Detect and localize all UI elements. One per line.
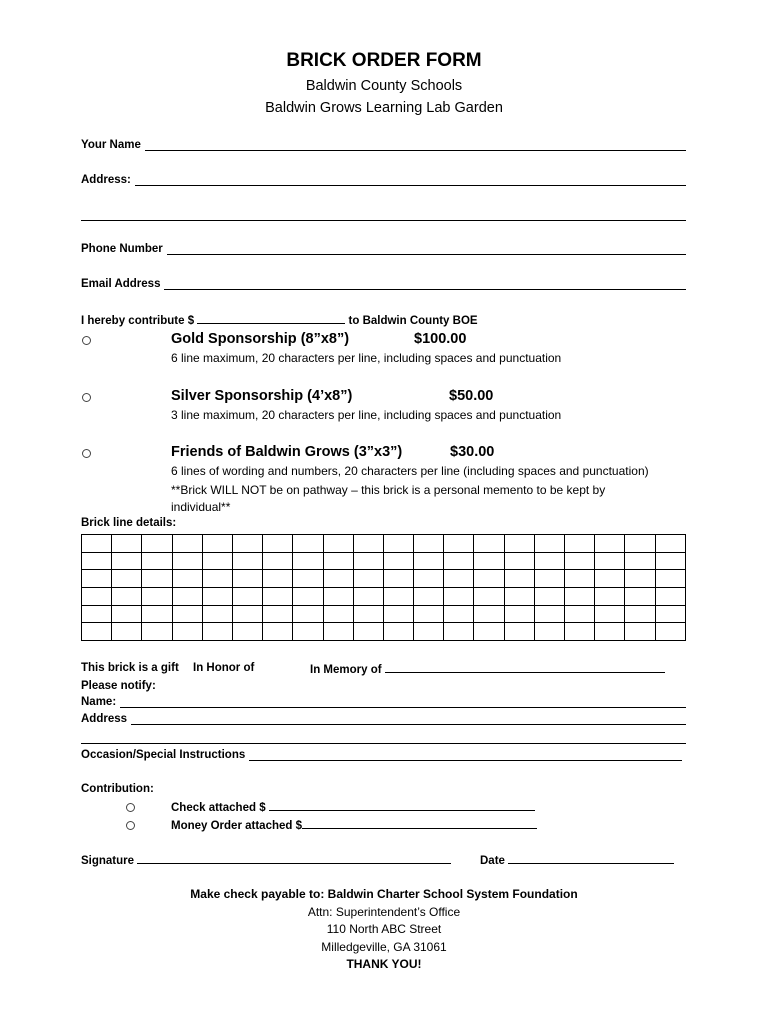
brick-grid-cell[interactable] — [172, 587, 202, 605]
check-radio[interactable] — [126, 803, 135, 812]
friends-radio[interactable] — [82, 449, 91, 458]
brick-grid-cell[interactable] — [323, 552, 353, 570]
phone-line[interactable] — [167, 244, 686, 255]
brick-line-grid — [81, 534, 686, 641]
date-line[interactable] — [508, 853, 674, 864]
friends-option-note: **Brick WILL NOT be on pathway – this brick is a personal memento to be kept by — [171, 483, 606, 497]
brick-grid-cell[interactable] — [595, 587, 625, 605]
brick-grid-cell[interactable] — [172, 570, 202, 588]
check-amount-line[interactable] — [269, 800, 535, 811]
form-subtitle-program: Baldwin Grows Learning Lab Garden — [265, 100, 503, 116]
brick-grid-cell[interactable] — [112, 535, 142, 553]
brick-grid-cell[interactable] — [293, 552, 323, 570]
brick-grid-cell[interactable] — [504, 623, 534, 641]
silver-radio[interactable] — [82, 393, 91, 402]
in-memory-of-option[interactable] — [310, 662, 665, 676]
notify-name-field[interactable] — [81, 696, 686, 708]
brick-grid-cell[interactable] — [172, 535, 202, 553]
brick-grid-cell[interactable] — [142, 587, 172, 605]
street-text: 110 North ABC Street — [326, 922, 442, 936]
brick-grid-cell[interactable] — [625, 570, 655, 588]
brick-grid-cell[interactable] — [142, 623, 172, 641]
in-honor-of-option[interactable]: In Honor of — [193, 662, 255, 674]
brick-grid-row — [82, 605, 686, 623]
friends-option-price: $30.00 — [450, 444, 495, 460]
silver-option-price: $50.00 — [449, 388, 494, 404]
brick-grid-cell[interactable] — [112, 570, 142, 588]
brick-grid-cell[interactable] — [504, 587, 534, 605]
brick-grid-cell[interactable] — [82, 605, 112, 623]
brick-grid-cell[interactable] — [414, 587, 444, 605]
brick-grid-cell[interactable] — [263, 587, 293, 605]
brick-line-details-label: Brick line details: — [81, 517, 177, 529]
gift-label: This brick is a gift — [81, 662, 179, 674]
brick-grid-cell[interactable] — [82, 623, 112, 641]
brick-grid-cell[interactable] — [353, 623, 383, 641]
brick-grid-cell[interactable] — [474, 605, 504, 623]
brick-grid-cell[interactable] — [383, 587, 413, 605]
brick-grid-cell[interactable] — [112, 623, 142, 641]
contribute-suffix: to Baldwin County BOE — [348, 315, 478, 327]
brick-grid-cell[interactable] — [595, 605, 625, 623]
friends-option-desc: 6 lines of wording and numbers, 20 characters per line (including spaces and punctuation) — [171, 464, 649, 478]
brick-grid-cell[interactable] — [414, 570, 444, 588]
friends-option-note-cont: individual** — [171, 500, 231, 514]
in-memory-of-line[interactable] — [385, 662, 665, 673]
brick-grid-cell[interactable] — [202, 535, 232, 553]
brick-grid-cell[interactable] — [172, 605, 202, 623]
brick-grid-cell[interactable] — [565, 552, 595, 570]
brick-grid-cell[interactable] — [263, 552, 293, 570]
brick-grid-cell[interactable] — [353, 535, 383, 553]
brick-grid-cell[interactable] — [263, 623, 293, 641]
money-order-radio[interactable] — [126, 821, 135, 830]
city-text: Milledgeville, GA 31061 — [321, 940, 447, 954]
brick-grid-cell[interactable] — [142, 535, 172, 553]
brick-grid-row — [82, 552, 686, 570]
brick-grid-cell[interactable] — [172, 552, 202, 570]
date-row — [480, 853, 674, 867]
gold-radio[interactable] — [82, 336, 91, 345]
brick-grid-cell[interactable] — [504, 552, 534, 570]
brick-grid-cell[interactable] — [655, 552, 685, 570]
notify-name-label: Name: — [81, 696, 117, 708]
brick-grid-cell[interactable] — [232, 552, 262, 570]
brick-grid-cell[interactable] — [565, 570, 595, 588]
brick-grid-cell[interactable] — [414, 623, 444, 641]
brick-grid-cell[interactable] — [504, 605, 534, 623]
brick-grid-cell[interactable] — [232, 605, 262, 623]
brick-grid-cell[interactable] — [232, 623, 262, 641]
brick-grid-cell[interactable] — [595, 552, 625, 570]
brick-grid-cell[interactable] — [202, 623, 232, 641]
occasion-line[interactable] — [249, 750, 682, 761]
brick-grid-cell[interactable] — [625, 605, 655, 623]
brick-grid-cell[interactable] — [293, 623, 323, 641]
brick-grid-cell[interactable] — [263, 605, 293, 623]
date-label: Date — [480, 855, 505, 867]
brick-grid-cell[interactable] — [414, 605, 444, 623]
address-label: Address: — [81, 174, 131, 186]
brick-grid-cell[interactable] — [414, 552, 444, 570]
brick-grid-cell[interactable] — [625, 623, 655, 641]
contribute-amount-line[interactable] — [197, 313, 345, 324]
signature-line[interactable] — [137, 853, 451, 864]
brick-grid-cell[interactable] — [293, 570, 323, 588]
brick-grid-cell[interactable] — [263, 535, 293, 553]
contribute-prefix: I hereby contribute $ — [81, 315, 195, 327]
thank-you-text: THANK YOU! — [346, 957, 422, 971]
in-memory-of-label: In Memory of — [310, 664, 382, 676]
brick-grid-cell[interactable] — [323, 623, 353, 641]
brick-grid-cell[interactable] — [444, 552, 474, 570]
brick-grid-cell[interactable] — [655, 605, 685, 623]
contribution-label: Contribution: — [81, 783, 154, 795]
brick-grid-cell[interactable] — [323, 587, 353, 605]
signature-row — [81, 853, 451, 867]
brick-grid-cell[interactable] — [232, 570, 262, 588]
brick-grid-cell[interactable] — [82, 552, 112, 570]
brick-grid-cell[interactable] — [293, 605, 323, 623]
brick-grid-cell[interactable] — [112, 552, 142, 570]
address-field[interactable] — [81, 174, 686, 186]
brick-grid-cell[interactable] — [293, 535, 323, 553]
email-field[interactable] — [81, 278, 686, 290]
contribute-row — [81, 313, 478, 327]
your-name-line[interactable] — [145, 140, 686, 151]
brick-grid-cell[interactable] — [534, 570, 564, 588]
notify-address-line-2[interactable] — [81, 743, 686, 744]
brick-grid-cell[interactable] — [565, 605, 595, 623]
brick-grid-cell[interactable] — [383, 570, 413, 588]
brick-grid-cell[interactable] — [353, 552, 383, 570]
notify-address-line[interactable] — [131, 714, 686, 725]
brick-grid-cell[interactable] — [565, 535, 595, 553]
brick-grid-cell[interactable] — [232, 535, 262, 553]
brick-grid-cell[interactable] — [474, 623, 504, 641]
brick-grid-cell[interactable] — [444, 535, 474, 553]
brick-grid-cell[interactable] — [414, 535, 444, 553]
brick-grid-cell[interactable] — [112, 605, 142, 623]
brick-grid-cell[interactable] — [353, 605, 383, 623]
brick-grid-cell[interactable] — [595, 570, 625, 588]
brick-grid-cell[interactable] — [474, 552, 504, 570]
notify-address-label: Address — [81, 713, 128, 725]
please-notify-label: Please notify: — [81, 680, 156, 692]
brick-grid-cell[interactable] — [202, 570, 232, 588]
notify-address-field[interactable] — [81, 713, 686, 725]
notify-name-line[interactable] — [120, 697, 686, 708]
brick-grid-cell[interactable] — [534, 552, 564, 570]
brick-grid-cell[interactable] — [534, 535, 564, 553]
brick-grid-cell[interactable] — [444, 570, 474, 588]
brick-grid-cell[interactable] — [293, 587, 323, 605]
brick-grid-cell[interactable] — [383, 623, 413, 641]
brick-grid-cell[interactable] — [82, 535, 112, 553]
your-name-field[interactable] — [81, 139, 686, 151]
brick-grid-cell[interactable] — [625, 535, 655, 553]
brick-grid-cell[interactable] — [655, 535, 685, 553]
brick-grid-cell[interactable] — [534, 623, 564, 641]
brick-grid-cell[interactable] — [474, 587, 504, 605]
brick-grid-cell[interactable] — [625, 587, 655, 605]
brick-grid-cell[interactable] — [202, 587, 232, 605]
brick-grid-cell[interactable] — [625, 552, 655, 570]
brick-grid-cell[interactable] — [323, 535, 353, 553]
check-attached-label: Check attached $ — [171, 802, 266, 814]
brick-grid-cell[interactable] — [353, 587, 383, 605]
brick-grid-cell[interactable] — [383, 605, 413, 623]
email-line[interactable] — [164, 279, 686, 290]
brick-grid-cell[interactable] — [323, 570, 353, 588]
address-line[interactable] — [135, 175, 686, 186]
brick-grid-cell[interactable] — [444, 587, 474, 605]
phone-label: Phone Number — [81, 243, 163, 255]
brick-grid-cell[interactable] — [534, 587, 564, 605]
brick-grid-cell[interactable] — [172, 623, 202, 641]
brick-grid-cell[interactable] — [202, 605, 232, 623]
form-title: BRICK ORDER FORM — [286, 50, 482, 71]
check-attached-row — [171, 800, 535, 814]
silver-option-desc: 3 line maximum, 20 characters per line, including spaces and punctuation — [171, 408, 562, 422]
brick-grid-cell[interactable] — [82, 587, 112, 605]
brick-grid-cell[interactable] — [444, 623, 474, 641]
brick-grid-cell[interactable] — [202, 552, 232, 570]
payable-to-text: Make check payable to: Baldwin Charter School System Foundation — [190, 887, 578, 901]
attn-text: Attn: Superintendent’s Office — [307, 905, 461, 919]
brick-grid-cell[interactable] — [112, 587, 142, 605]
brick-grid-cell[interactable] — [655, 570, 685, 588]
silver-option-name: Silver Sponsorship (4’x8”) — [171, 388, 353, 404]
email-label: Email Address — [81, 278, 161, 290]
address-line-2[interactable] — [81, 220, 686, 221]
brick-grid-cell[interactable] — [353, 570, 383, 588]
friends-option-name: Friends of Baldwin Grows (3”x3”) — [171, 444, 403, 460]
brick-grid-row — [82, 570, 686, 588]
signature-label: Signature — [81, 855, 135, 867]
brick-grid-cell[interactable] — [504, 570, 534, 588]
brick-grid-cell[interactable] — [474, 570, 504, 588]
brick-grid-cell[interactable] — [383, 535, 413, 553]
brick-grid-cell[interactable] — [565, 623, 595, 641]
brick-grid-cell[interactable] — [263, 570, 293, 588]
your-name-label: Your Name — [81, 139, 141, 151]
brick-grid-cell[interactable] — [444, 605, 474, 623]
brick-grid-cell[interactable] — [655, 587, 685, 605]
gold-option-price: $100.00 — [414, 331, 467, 347]
occasion-field[interactable] — [81, 749, 682, 761]
brick-grid-cell[interactable] — [504, 535, 534, 553]
brick-grid-row — [82, 623, 686, 641]
brick-grid-cell[interactable] — [595, 535, 625, 553]
phone-field[interactable] — [81, 243, 686, 255]
brick-grid-cell[interactable] — [82, 570, 112, 588]
occasion-label: Occasion/Special Instructions — [81, 749, 246, 761]
form-subtitle-org: Baldwin County Schools — [305, 78, 463, 94]
brick-grid-cell[interactable] — [142, 570, 172, 588]
brick-grid-cell[interactable] — [232, 587, 262, 605]
brick-grid-cell[interactable] — [565, 587, 595, 605]
money-order-label: Money Order attached $ — [171, 820, 303, 832]
brick-grid-cell[interactable] — [142, 605, 172, 623]
brick-grid-cell[interactable] — [383, 552, 413, 570]
gold-option-name: Gold Sponsorship (8”x8”) — [171, 331, 350, 347]
brick-grid-cell[interactable] — [534, 605, 564, 623]
brick-grid-cell[interactable] — [474, 535, 504, 553]
gold-option-desc: 6 line maximum, 20 characters per line, including spaces and punctuation — [171, 351, 562, 365]
brick-grid-cell[interactable] — [655, 623, 685, 641]
brick-grid-cell[interactable] — [595, 623, 625, 641]
money-order-amount-line[interactable] — [302, 818, 537, 829]
brick-grid-cell[interactable] — [323, 605, 353, 623]
brick-grid-cell[interactable] — [142, 552, 172, 570]
money-order-row — [171, 818, 537, 832]
brick-grid-row — [82, 535, 686, 553]
brick-grid-row — [82, 587, 686, 605]
